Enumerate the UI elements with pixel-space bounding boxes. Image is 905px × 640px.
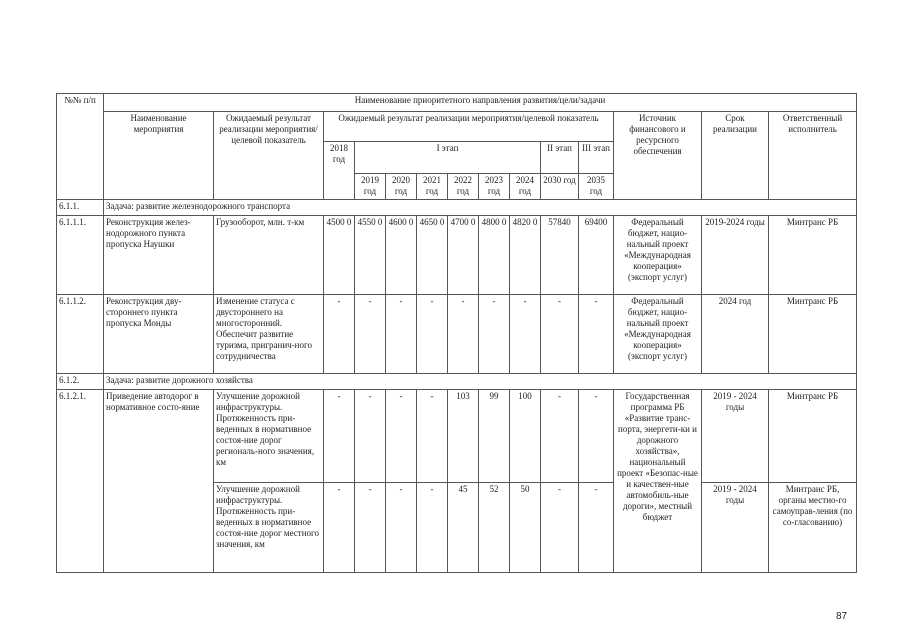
section-row (57, 200, 857, 216)
header-year-2030: 2030 год (541, 174, 579, 200)
table-row (57, 390, 857, 483)
value-2035: - (579, 483, 614, 573)
value-2020: - (386, 390, 417, 483)
header-name: Наименование мероприятия (104, 112, 214, 200)
value-2023: 99 (479, 390, 510, 483)
row-num: 6.1.2.1. (57, 390, 104, 573)
value-2018: 4500 0 (324, 216, 355, 295)
row-resp: Минтранс РБ (769, 295, 857, 374)
row-name: Реконструкция дву-стороннего пункта пропуска Монды (104, 295, 214, 374)
header-year-2018: 2018 год (324, 142, 355, 200)
header-stage-2: II этап (541, 142, 579, 174)
value-2024: 100 (510, 390, 541, 483)
row-source: Федеральный бюджет, нацио-нальный проект «Международная кооперация» (экспорт услуг) (614, 295, 702, 374)
row-name: Реконструкция желез-нодорожного пункта пропуска Наушки (104, 216, 214, 295)
value-2030: - (541, 295, 579, 374)
row-term: 2019 - 2024 годы (702, 390, 769, 483)
value-2022: 4700 0 (448, 216, 479, 295)
header-year-2024: 2024 год (510, 174, 541, 200)
value-2020: - (386, 295, 417, 374)
value-2030: 57840 (541, 216, 579, 295)
section-title: Задача: развитие железнодорожного транспорта (104, 200, 857, 216)
value-2024: 4820 0 (510, 216, 541, 295)
value-2035: - (579, 390, 614, 483)
value-2020: - (386, 483, 417, 573)
row-term: 2019-2024 годы (702, 216, 769, 295)
value-2023: 4800 0 (479, 216, 510, 295)
section-num: 6.1.2. (57, 374, 104, 390)
value-2024: 50 (510, 483, 541, 573)
value-2018: - (324, 390, 355, 483)
row-indicator: Улучшение дорожной инфраструктуры. Протяженность при-веденных в нормативное состоя-ние дорог местного значения, км (214, 483, 324, 573)
row-term: 2019 - 2024 годы (702, 483, 769, 573)
row-resp: Минтранс РБ, органы местно-го самоуправ-ления (по со-гласованию) (769, 483, 857, 573)
header-result-group: Ожидаемый результат реализации мероприятия/целевой показатель (324, 112, 614, 142)
value-2030: - (541, 390, 579, 483)
value-2023: 52 (479, 483, 510, 573)
header-source: Источник финансового и ресурсного обеспечения (614, 112, 702, 200)
row-num: 6.1.1.2. (57, 295, 104, 374)
row-indicator: Грузооборот, млн. т-км (214, 216, 324, 295)
value-2019: - (355, 390, 386, 483)
value-2030: - (541, 483, 579, 573)
value-2020: 4600 0 (386, 216, 417, 295)
value-2022: 45 (448, 483, 479, 573)
header-year-2019: 2019 год (355, 174, 386, 200)
section-title: Задача: развитие дорожного хозяйства (104, 374, 857, 390)
row-name: Приведение автодорог в нормативное состо-яние (104, 390, 214, 573)
page-number: 87 (836, 611, 848, 622)
row-indicator: Улучшение дорожной инфраструктуры. Протяженность при-веденных в нормативное состоя-ние дорог региональ-ного значения, км (214, 390, 324, 483)
header-year-2021: 2021 год (417, 174, 448, 200)
header-year-2023: 2023 год (479, 174, 510, 200)
header-resp: Ответственный исполнитель (769, 112, 857, 200)
value-2019: 4550 0 (355, 216, 386, 295)
value-2019: - (355, 483, 386, 573)
header-term: Срок реализации (702, 112, 769, 200)
value-2021: - (417, 295, 448, 374)
table-row (57, 216, 857, 295)
section-row (57, 374, 857, 390)
header-top-title: Наименование приоритетного направления развития/цели/задачи (104, 94, 857, 112)
value-2021: 4650 0 (417, 216, 448, 295)
section-num: 6.1.1. (57, 200, 104, 216)
value-2018: - (324, 483, 355, 573)
row-indicator: Изменение статуса с двустороннего на многосторонний. Обеспечит развитие туризма, пригранич-ного сотрудничества (214, 295, 324, 374)
value-2035: - (579, 295, 614, 374)
header-num: №№ п/п (57, 94, 104, 200)
header-stage-3: III этап (579, 142, 614, 174)
header-year-2035: 2035 год (579, 174, 614, 200)
value-2022: 103 (448, 390, 479, 483)
row-source: Государственная программа РБ «Развитие транс-порта, энергети-ки и дорожного хозяйства», национальный проект «Безопас-ные и качествен-ные автомобиль-ные дороги», местный бюджет (614, 390, 702, 573)
value-2021: - (417, 390, 448, 483)
header-year-2020: 2020 год (386, 174, 417, 200)
header-year-2022: 2022 год (448, 174, 479, 200)
value-2021: - (417, 483, 448, 573)
program-table (56, 93, 857, 573)
header-result: Ожидаемый результат реализации мероприятия/целевой показатель (214, 112, 324, 200)
row-term: 2024 год (702, 295, 769, 374)
value-2035: 69400 (579, 216, 614, 295)
value-2019: - (355, 295, 386, 374)
row-num: 6.1.1.1. (57, 216, 104, 295)
value-2023: - (479, 295, 510, 374)
table-row (57, 295, 857, 374)
row-resp: Минтранс РБ (769, 390, 857, 483)
header-stage-1: I этап (355, 142, 541, 174)
value-2022: - (448, 295, 479, 374)
value-2024: - (510, 295, 541, 374)
row-resp: Минтранс РБ (769, 216, 857, 295)
row-source: Федеральный бюджет, нацио-нальный проект «Международная кооперация» (экспорт услуг) (614, 216, 702, 295)
value-2018: - (324, 295, 355, 374)
